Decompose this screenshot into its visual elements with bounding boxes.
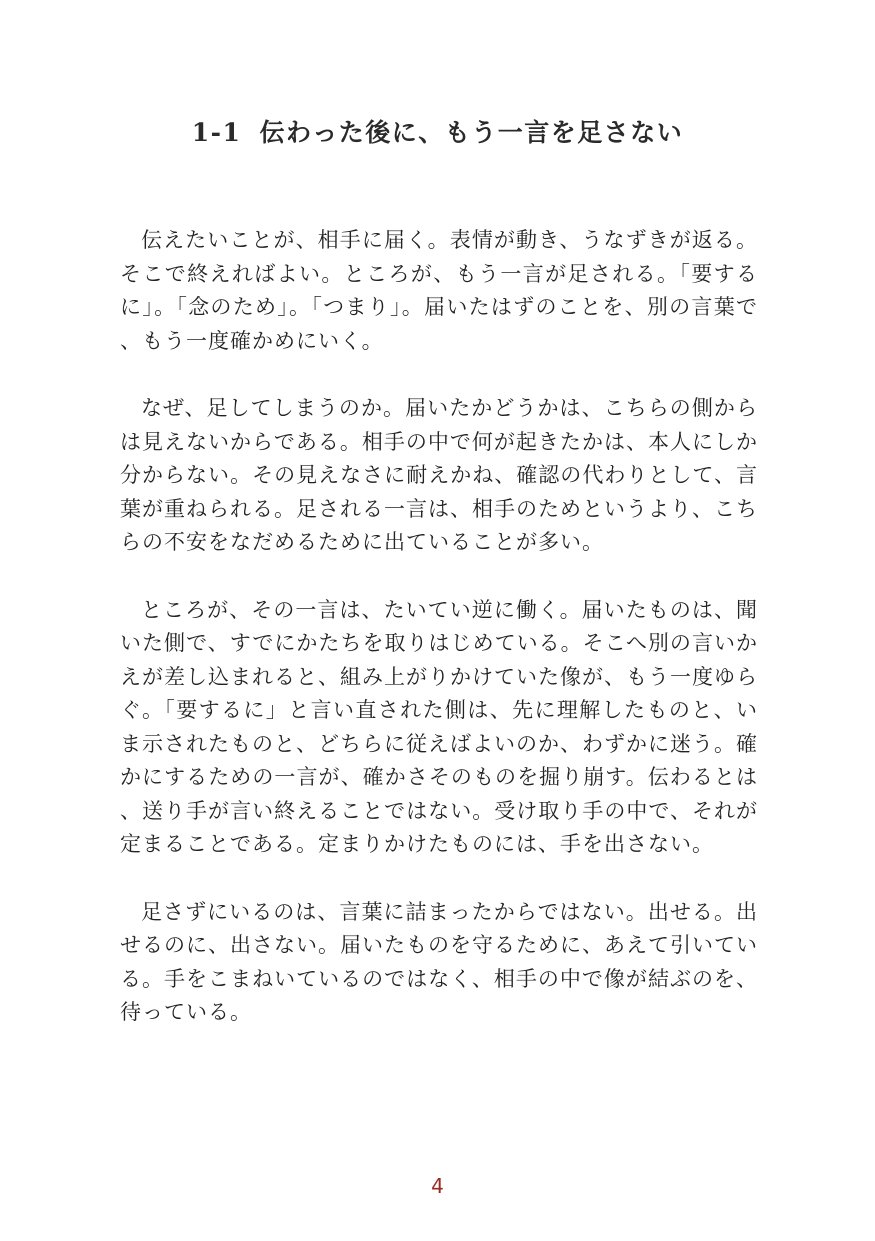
paragraph-2: なぜ、足してしまうのか。届いたかどうかは、こちらの側からは見えないからである。相手の中で何が起きたかは、本人にしか分からない。その見えなさに耐えかね、確認の代わりとして、言葉が重ねられる。足される一言は、相手のためというより、こちらの不安をなだめるために出ていることが多い。 — [120, 396, 758, 554]
chapter-title-text: 伝わった後に、もう一言を足さない — [259, 117, 684, 147]
chapter-title — [0, 113, 875, 149]
page-number: 4 — [431, 1174, 444, 1198]
paragraph-4: 足さずにいるのは、言葉に詰まったからではない。出せる。出せるのに、出さない。届いたものを守るために、あえて引いている。手をこまねいているのではなく、相手の中で像が結ぶのを、待っている。 — [120, 899, 758, 1024]
body-text — [120, 224, 758, 1064]
chapter-number: 1-1 — [191, 117, 242, 147]
paragraph-1: 伝えたいことが、相手に届く。表情が動き、うなずきが返る。そこで終えればよい。ところが、もう一言が足される。「要するに」。「念のため」。「つまり」。届いたはずのことを、別の言葉で、もう一度確かめにいく。 — [120, 228, 758, 353]
paragraph-3: ところが、その一言は、たいてい逆に働く。届いたものは、聞いた側で、すでにかたちを取りはじめている。そこへ別の言いかえが差し込まれると、組み上がりかけていた像が、もう一度ゆらぐ。「要するに」と言い直された側は、先に理解したものと、いま示されたものと、どちらに従えばよいのか、わずかに迷う。確かにするための一言が、確かさそのものを掘り崩す。伝わるとは、送り手が言い終えることではない。受け取り手の中で、それが定まることである。定まりかけたものには、手を出さない。 — [120, 597, 758, 856]
